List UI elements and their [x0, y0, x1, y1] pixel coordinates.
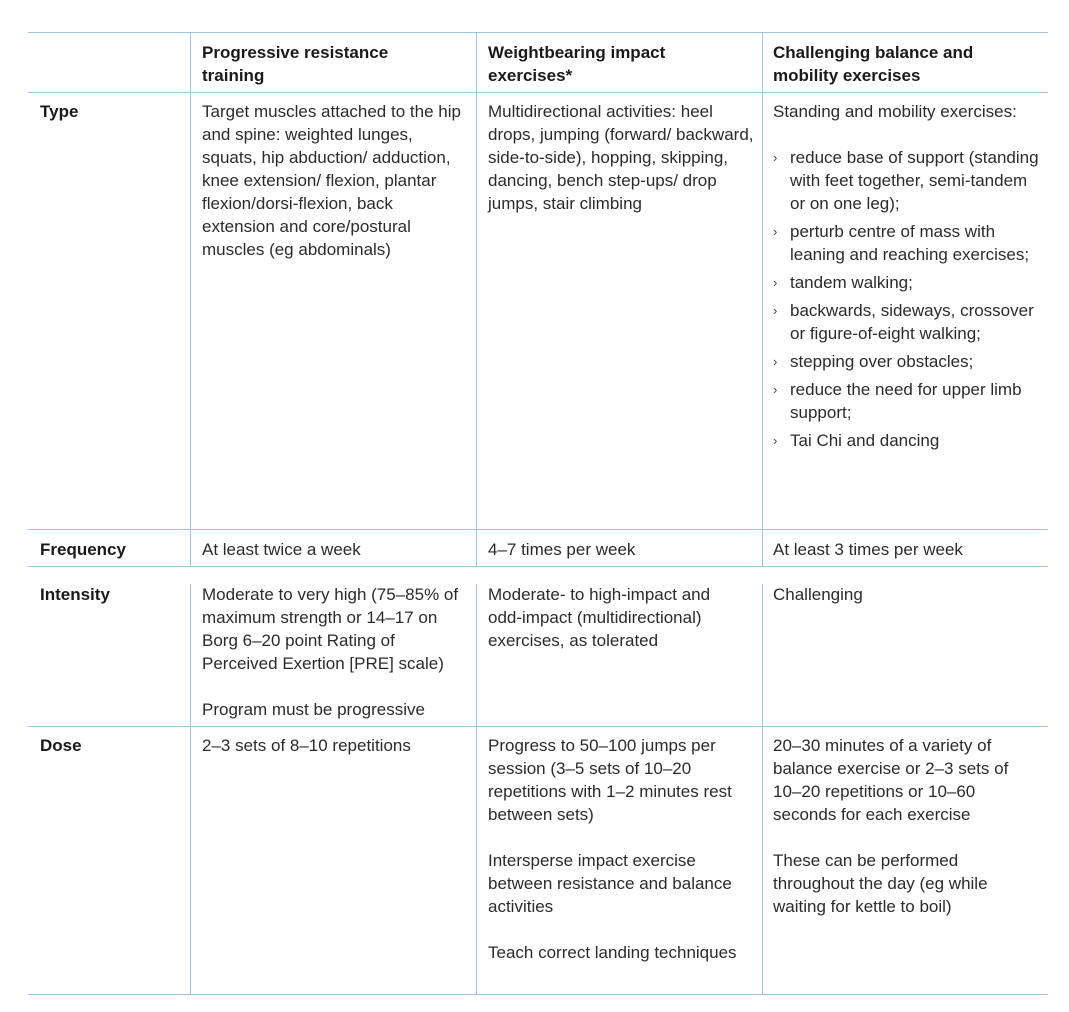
- table-top-rule: [28, 32, 1048, 33]
- type-row-bottom-rule: [28, 529, 1048, 530]
- frequency-col2-cell: [488, 538, 756, 561]
- dose-col2-text-1: Progress to 50–100 jumps per session (3–5 sets of 10–20 repetitions with 1–2 minutes rest between sets): [488, 736, 732, 824]
- header-col3-text: Challenging balance and mobility exercises: [773, 43, 974, 85]
- header-col1-text: Progressive resistance training: [202, 43, 389, 85]
- header-progressive-resistance: [202, 41, 432, 87]
- list-item: [773, 378, 1043, 424]
- col-divider-2a: [476, 32, 477, 566]
- list-item: [773, 220, 1043, 266]
- intensity-col1-cell: [202, 583, 464, 721]
- row-label-dose: [40, 734, 180, 757]
- dose-col3-text-2: These can be performed throughout the day (eg while waiting for kettle to boil): [773, 851, 988, 916]
- type-col3-list: [773, 146, 1043, 452]
- header-balance-mobility: [773, 41, 1013, 87]
- intensity-col3-cell: [773, 583, 1043, 606]
- type-col3-cell: [773, 100, 1043, 457]
- row-label-type-text: Type: [40, 102, 79, 121]
- frequency-row-bottom-rule: [28, 566, 1048, 567]
- dose-col3-cell: [773, 734, 1031, 918]
- list-item-text: stepping over obstacles;: [790, 352, 974, 371]
- dose-col2-cell: [488, 734, 756, 964]
- col-divider-1a: [190, 32, 191, 566]
- bullet-chevron-icon: ›: [773, 224, 778, 239]
- dose-col3-text-1: 20–30 minutes of a variety of balance exercise or 2–3 sets of 10–20 repetitions or 10–60 seconds for each exercise: [773, 736, 1009, 824]
- header-bottom-rule: [28, 92, 1048, 93]
- type-col1-text: Target muscles attached to the hip and spine: weighted lunges, squats, hip abduction/ adduction, knee extension/ flexion, plantar flexion/dorsi-flexion, back extension and core/postural muscles (eg abdominals): [202, 102, 461, 259]
- intensity-col2-cell: [488, 583, 743, 652]
- list-item-text: backwards, sideways, crossover or figure-of-eight walking;: [790, 301, 1034, 343]
- list-item-text: perturb centre of mass with leaning and reaching exercises;: [790, 222, 1030, 264]
- list-item: [773, 429, 1043, 452]
- header-col2-text: Weightbearing impact exercises*: [488, 43, 666, 85]
- bullet-chevron-icon: ›: [773, 275, 778, 290]
- list-item: [773, 350, 1043, 373]
- list-item-text: Tai Chi and dancing: [790, 431, 940, 450]
- row-label-dose-text: Dose: [40, 736, 82, 755]
- intensity-row-bottom-rule: [28, 726, 1048, 727]
- bullet-chevron-icon: ›: [773, 150, 778, 165]
- intensity-col2-text: Moderate- to high-impact and odd-impact (multidirectional) exercises, as tolerated: [488, 585, 711, 650]
- intensity-col1-text: Moderate to very high (75–85% of maximum strength or 14–17 on Borg 6–20 point Rating of Perceived Exertion [PRE] scale): [202, 585, 459, 673]
- col-divider-2b: [476, 584, 477, 994]
- intensity-col1-note: Program must be progressive: [202, 700, 425, 719]
- col-divider-3a: [762, 32, 763, 566]
- dose-col2-text-2: Intersperse impact exercise between resistance and balance activities: [488, 851, 732, 916]
- list-item: [773, 146, 1043, 215]
- intensity-col3-text: Challenging: [773, 585, 863, 604]
- list-item-text: reduce the need for upper limb support;: [790, 380, 1022, 422]
- list-item-text: reduce base of support (standing with feet together, semi-tandem or on one leg);: [790, 148, 1039, 213]
- header-weightbearing-impact: [488, 41, 718, 87]
- type-col1-cell: [202, 100, 464, 261]
- table-bottom-rule: [28, 994, 1048, 995]
- frequency-col1-text: At least twice a week: [202, 540, 361, 559]
- list-item: [773, 299, 1043, 345]
- bullet-chevron-icon: ›: [773, 303, 778, 318]
- frequency-col1-cell: [202, 538, 464, 561]
- bullet-chevron-icon: ›: [773, 382, 778, 397]
- list-item-text: tandem walking;: [790, 273, 913, 292]
- type-col2-text: Multidirectional activities: heel drops, jumping (forward/ backward, side-to-side), hopping, skipping, dancing, bench step-ups/ drop jumps, stair climbing: [488, 102, 754, 213]
- list-item: [773, 271, 1043, 294]
- bullet-chevron-icon: ›: [773, 354, 778, 369]
- dose-col2-text-3: Teach correct landing techniques: [488, 943, 737, 962]
- frequency-col2-text: 4–7 times per week: [488, 540, 636, 559]
- bullet-chevron-icon: ›: [773, 433, 778, 448]
- type-col2-cell: [488, 100, 756, 215]
- type-col3-intro: Standing and mobility exercises:: [773, 102, 1017, 121]
- dose-col1-cell: [202, 734, 464, 757]
- dose-col1-text: 2–3 sets of 8–10 repetitions: [202, 736, 411, 755]
- row-label-type: [40, 100, 180, 123]
- row-label-intensity-text: Intensity: [40, 585, 110, 604]
- row-label-frequency: [40, 538, 180, 561]
- col-divider-3b: [762, 584, 763, 994]
- col-divider-1b: [190, 584, 191, 994]
- row-label-intensity: [40, 583, 180, 606]
- frequency-col3-text: At least 3 times per week: [773, 540, 963, 559]
- frequency-col3-cell: [773, 538, 1043, 561]
- row-label-frequency-text: Frequency: [40, 540, 126, 559]
